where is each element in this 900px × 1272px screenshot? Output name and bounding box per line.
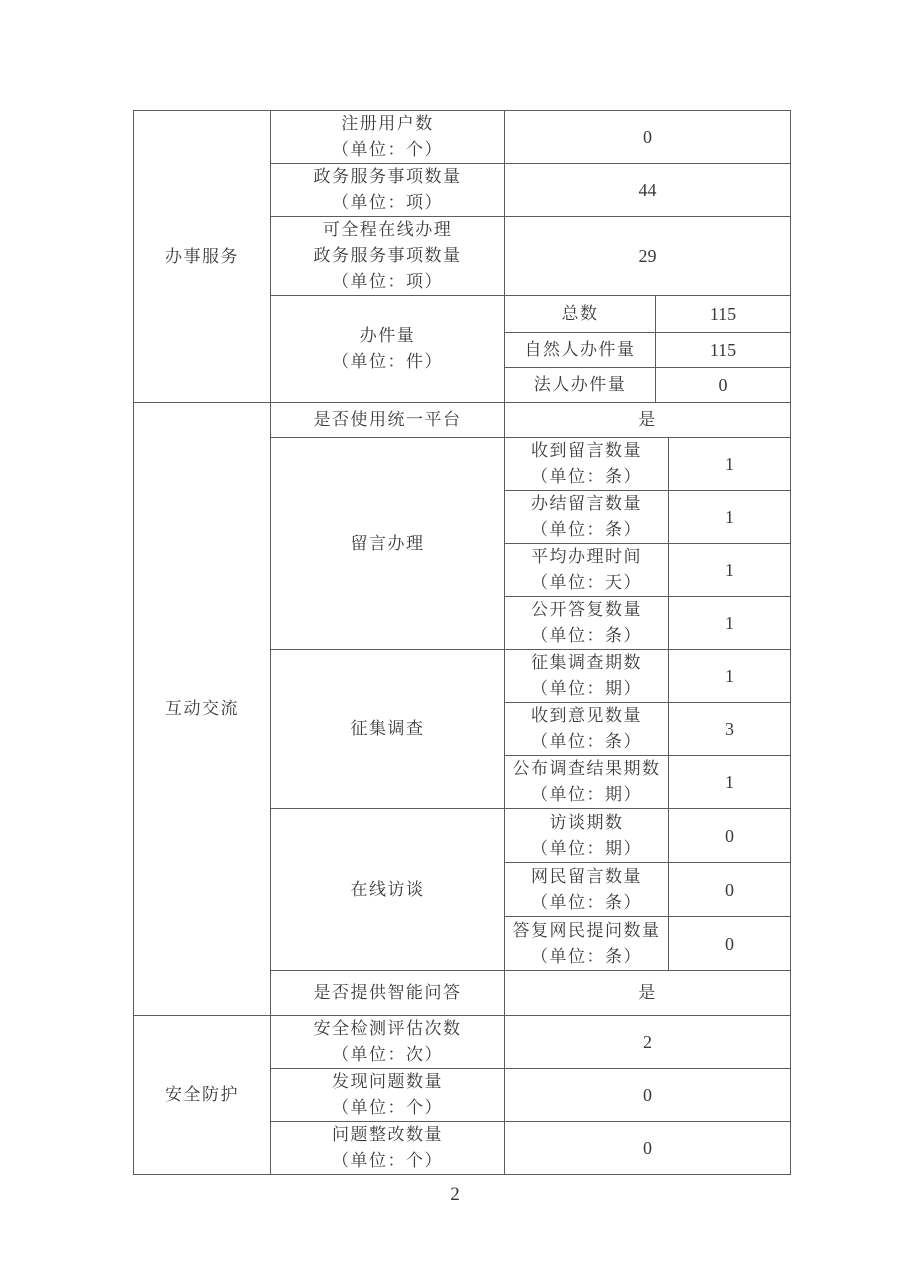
group-label-cell-zhengjidiaocha: 征集调查 bbox=[271, 650, 505, 809]
item-value-cell: 29 bbox=[505, 217, 791, 296]
item-label-cell bbox=[271, 217, 505, 296]
item-label: 问题整改数量 bbox=[332, 1125, 443, 1144]
item-label: 安全检测评估次数 bbox=[313, 1019, 462, 1038]
item-label-cell: 是否提供智能问答 bbox=[271, 971, 505, 1016]
item-value-cell: 44 bbox=[505, 164, 791, 217]
table-row bbox=[134, 1016, 791, 1069]
subitem-value-cell: 1 bbox=[669, 491, 791, 544]
subitem-label-cell bbox=[505, 917, 669, 971]
subitem-label: 收到意见数量 bbox=[531, 706, 642, 725]
item-value-cell: 0 bbox=[505, 111, 791, 164]
subitem-unit: （单位：条） bbox=[531, 732, 642, 751]
subitem-label-cell bbox=[505, 491, 669, 544]
subitem-value-cell: 0 bbox=[669, 809, 791, 863]
section-category-cell-hudong: 互动交流 bbox=[134, 403, 271, 1016]
section-category-cell-anquan: 安全防护 bbox=[134, 1016, 271, 1175]
subitem-unit: （单位：条） bbox=[531, 467, 642, 486]
subitem-label-cell bbox=[505, 597, 669, 650]
item-value-cell: 是 bbox=[505, 971, 791, 1016]
subitem-label: 公开答复数量 bbox=[531, 600, 642, 619]
item-label: 发现问题数量 bbox=[332, 1072, 443, 1091]
subitem-value-cell: 1 bbox=[669, 544, 791, 597]
item-label: 可全程在线办理 bbox=[322, 220, 453, 239]
subitem-label-cell bbox=[505, 863, 669, 917]
item-unit: （单位：个） bbox=[332, 140, 443, 159]
item-label-cell bbox=[271, 1016, 505, 1069]
subitem-value-cell: 1 bbox=[669, 438, 791, 491]
subitem-value-cell: 115 bbox=[656, 296, 791, 333]
group-unit: （单位：件） bbox=[332, 352, 443, 371]
subitem-unit: （单位：条） bbox=[531, 626, 642, 645]
subitem-label-cell: 自然人办件量 bbox=[505, 333, 656, 368]
subitem-label-cell: 法人办件量 bbox=[505, 368, 656, 403]
table-row bbox=[134, 403, 791, 438]
subitem-unit: （单位：天） bbox=[531, 573, 642, 592]
subitem-unit: （单位：条） bbox=[531, 892, 642, 912]
item-label-cell bbox=[271, 164, 505, 217]
subitem-label-cell bbox=[505, 650, 669, 703]
subitem-label: 网民留言数量 bbox=[531, 866, 642, 886]
table-row bbox=[134, 111, 791, 164]
annual-report-statistics-table bbox=[133, 110, 791, 1175]
subitem-unit: （单位：条） bbox=[531, 520, 642, 539]
item-label-cell: 是否使用统一平台 bbox=[271, 403, 505, 438]
subitem-label: 访谈期数 bbox=[549, 812, 624, 832]
subitem-value-cell: 115 bbox=[656, 333, 791, 368]
item-label-cell bbox=[271, 1122, 505, 1175]
subitem-label: 办结留言数量 bbox=[531, 494, 642, 513]
item-unit: （单位：项） bbox=[332, 272, 443, 291]
subitem-label-cell bbox=[505, 756, 669, 809]
group-label-cell-banjianliang bbox=[271, 296, 505, 403]
subitem-unit: （单位：条） bbox=[531, 946, 642, 966]
item-unit: （单位：个） bbox=[332, 1098, 443, 1117]
group-label-cell-zaixianfangtan: 在线访谈 bbox=[271, 809, 505, 971]
item-label-cell bbox=[271, 111, 505, 164]
subitem-label-cell: 总数 bbox=[505, 296, 656, 333]
item-unit: （单位：次） bbox=[332, 1045, 443, 1064]
item-label-cell bbox=[271, 1069, 505, 1122]
item-value-cell: 2 bbox=[505, 1016, 791, 1069]
page-number: 2 bbox=[450, 1184, 460, 1205]
subitem-unit: （单位：期） bbox=[531, 679, 642, 698]
subitem-label-cell bbox=[505, 544, 669, 597]
item-unit: （单位：个） bbox=[332, 1151, 443, 1170]
subitem-value-cell: 0 bbox=[669, 863, 791, 917]
section-category-cell-banshi: 办事服务 bbox=[134, 111, 271, 403]
item-label: 政务服务事项数量 bbox=[313, 246, 462, 265]
subitem-label: 平均办理时间 bbox=[531, 547, 642, 566]
subitem-label: 答复网民提问数量 bbox=[512, 920, 661, 940]
item-label: 注册用户数 bbox=[341, 114, 434, 133]
subitem-value-cell: 1 bbox=[669, 597, 791, 650]
group-label-cell-liuyanbanli: 留言办理 bbox=[271, 438, 505, 650]
group-label: 办件量 bbox=[359, 326, 416, 345]
subitem-value-cell: 1 bbox=[669, 756, 791, 809]
item-value-cell: 是 bbox=[505, 403, 791, 438]
item-value-cell: 0 bbox=[505, 1069, 791, 1122]
subitem-unit: （单位：期） bbox=[531, 785, 642, 804]
subitem-label-cell bbox=[505, 703, 669, 756]
subitem-value-cell: 3 bbox=[669, 703, 791, 756]
subitem-value-cell: 0 bbox=[669, 917, 791, 971]
subitem-value-cell: 0 bbox=[656, 368, 791, 403]
subitem-label: 公布调查结果期数 bbox=[512, 759, 661, 778]
subitem-label-cell bbox=[505, 809, 669, 863]
item-label: 政务服务事项数量 bbox=[313, 167, 462, 186]
subitem-unit: （单位：期） bbox=[531, 838, 642, 858]
subitem-label-cell bbox=[505, 438, 669, 491]
subitem-label: 收到留言数量 bbox=[531, 441, 642, 460]
item-unit: （单位：项） bbox=[332, 193, 443, 212]
subitem-label: 征集调查期数 bbox=[531, 653, 642, 672]
subitem-value-cell: 1 bbox=[669, 650, 791, 703]
item-value-cell: 0 bbox=[505, 1122, 791, 1175]
